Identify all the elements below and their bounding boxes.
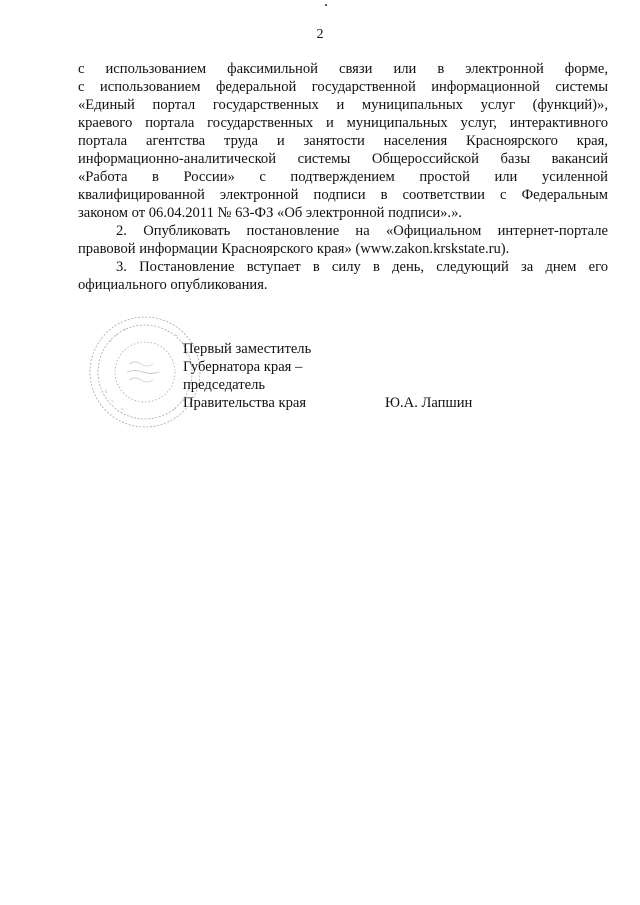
paragraph-1-line: «Единый портал государственных и муниципальных услуг (функций)», — [78, 97, 608, 113]
paragraph-1-line: квалифицированной электронной подписи в соответствии с Федеральным — [78, 187, 608, 203]
signatory-name: Ю.А. Лапшин — [385, 395, 473, 411]
paragraph-1-line: с использованием факсимильной связи или в электронной форме, — [78, 61, 608, 77]
signatory-title-line: Первый заместитель — [183, 341, 312, 357]
scan-mark — [325, 4, 327, 6]
paragraph-1-line: портала агентства труда и занятости населения Красноярского края, — [78, 133, 608, 149]
signatory-title-line: Губернатора края – — [183, 359, 303, 375]
signatory-title-line: председатель — [183, 377, 266, 393]
paragraph-2 — [78, 222, 608, 258]
paragraph-1-line: «Работа в России» с подтверждением простой или усиленной — [78, 169, 608, 185]
paragraph-1-last-line: законом от 06.04.2011 № 63-ФЗ «Об электронной подписи».». — [78, 205, 463, 221]
paragraph-1 — [78, 60, 608, 222]
signatory-title-line: Правительства края — [183, 395, 307, 411]
paragraph-2-line-2: правовой информации Красноярского края» (www.zakon.krskstate.ru). — [78, 241, 510, 257]
paragraph-1-line: краевого портала государственных и муниципальных услуг, интерактивного — [78, 115, 608, 131]
paragraph-1-line: с использованием федеральной государственной информационной системы — [78, 79, 608, 95]
paragraph-3 — [78, 258, 608, 294]
paragraph-2-line-1: 2. Опубликовать постановление на «Официальном интернет-портале — [116, 223, 608, 239]
page-number: 2 — [316, 27, 324, 42]
paragraph-3-line-1: 3. Постановление вступает в силу в день, следующий за днем его — [116, 259, 608, 275]
paragraph-3-line-2: официального опубликования. — [78, 277, 268, 293]
paragraph-1-line: информационно-аналитической системы Общероссийской базы вакансий — [78, 151, 608, 167]
signature-block — [183, 340, 311, 412]
